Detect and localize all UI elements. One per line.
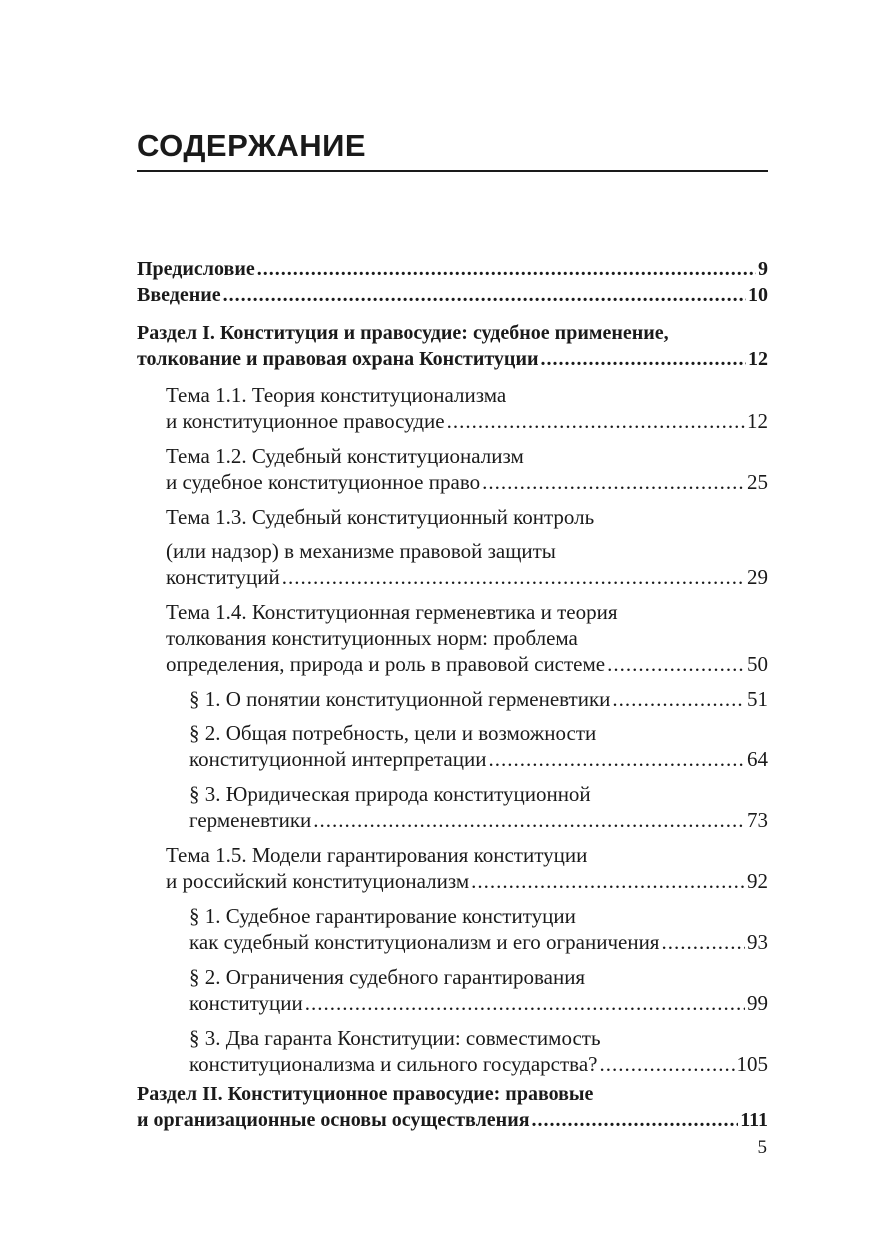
toc-page-number: 50 xyxy=(747,652,768,676)
toc-entry-title: Тема 1.1. Теория конституционализма xyxy=(166,383,507,407)
toc-entry-title: определения, природа и роль в правовой системе xyxy=(166,652,606,676)
toc-page-number: 92 xyxy=(747,869,768,893)
toc-entry-paragraph-1-4-3[interactable] xyxy=(137,781,768,842)
toc-entry-topic-1-2[interactable] xyxy=(137,443,768,504)
toc-entry-title: герменевтики xyxy=(189,808,312,832)
toc-entry-preface[interactable] xyxy=(137,256,768,282)
toc-page-number: 93 xyxy=(747,930,768,954)
leader-dots xyxy=(541,346,747,372)
toc-entry-title: § 3. Юридическая природа конституционной xyxy=(189,782,591,806)
toc-entry-title: Тема 1.5. Модели гарантирования конституции xyxy=(166,843,588,867)
toc-page-number: 105 xyxy=(736,1052,768,1076)
toc-entry-introduction[interactable] xyxy=(137,282,768,320)
page-title: СОДЕРЖАНИЕ xyxy=(137,128,367,163)
leader-dots xyxy=(471,868,745,894)
toc-entry-title: как судебный конституционализм и его ограничения xyxy=(189,930,660,954)
toc-entry-title: толкования конституционных норм: проблема xyxy=(166,626,578,650)
leader-dots xyxy=(607,651,745,677)
toc-page-number: 51 xyxy=(747,687,768,711)
toc-page-number: 12 xyxy=(748,348,768,370)
leader-dots xyxy=(305,990,745,1016)
toc-entry-topic-1-1[interactable] xyxy=(137,382,768,443)
toc-entry-section-1[interactable] xyxy=(137,320,768,382)
toc-entry-title: толкование и правовая охрана Конституции xyxy=(137,348,539,370)
toc-page-number: 29 xyxy=(747,565,768,589)
toc-entry-title: и российский конституционализм xyxy=(166,869,470,893)
toc-entry-title: § 2. Общая потребность, цели и возможности xyxy=(189,721,597,745)
toc-entry-paragraph-1-5-1[interactable] xyxy=(137,903,768,964)
toc-entry-title: Тема 1.3. Судебный конституционный контроль xyxy=(166,505,595,529)
toc-entry-title: Тема 1.4. Конституционная герменевтика и теория xyxy=(166,600,618,624)
leader-dots xyxy=(532,1107,739,1133)
page-number: 5 xyxy=(757,1137,767,1158)
toc-entry-section-2[interactable] xyxy=(137,1081,768,1137)
leader-dots xyxy=(282,564,745,590)
toc-entry-title: Раздел I. Конституция и правосудие: судебное применение, xyxy=(137,322,669,344)
toc-entry-title: и организационные основы осуществления xyxy=(137,1109,530,1131)
leader-dots xyxy=(482,469,745,495)
toc-entry-title: конституций xyxy=(166,565,280,589)
toc-entry-title: конституции xyxy=(189,991,303,1015)
leader-dots xyxy=(447,408,745,434)
toc-entry-title: конституционной интерпретации xyxy=(189,747,487,771)
toc-entry-title: Раздел II. Конституционное правосудие: правовые xyxy=(137,1083,594,1105)
toc-page-number: 9 xyxy=(758,258,768,280)
toc-page-number: 25 xyxy=(747,470,768,494)
toc-page-number: 12 xyxy=(747,409,768,433)
toc-entry-title: (или надзор) в механизме правовой защиты xyxy=(166,539,556,563)
toc-entry-title: конституционализма и сильного государства? xyxy=(189,1052,598,1076)
toc-page-number: 10 xyxy=(748,284,768,306)
table-of-contents xyxy=(137,256,768,1137)
toc-entry-title: § 3. Два гаранта Конституции: совместимость xyxy=(189,1026,601,1050)
toc-entry-topic-1-3[interactable] xyxy=(137,504,768,599)
toc-entry-title: Введение xyxy=(137,284,221,306)
toc-entry-paragraph-1-5-2[interactable] xyxy=(137,964,768,1025)
leader-dots xyxy=(223,282,746,308)
toc-entry-title: § 1. Судебное гарантирование конституции xyxy=(189,904,576,928)
leader-dots xyxy=(612,686,745,712)
toc-entry-title: Тема 1.2. Судебный конституционализм xyxy=(166,444,524,468)
title-underline xyxy=(137,170,768,172)
leader-dots xyxy=(599,1051,734,1077)
toc-entry-paragraph-1-4-1[interactable] xyxy=(137,686,768,720)
toc-entry-title: и конституционное правосудие xyxy=(166,409,445,433)
toc-entry-title: § 1. О понятии конституционной герменевтики xyxy=(189,687,611,711)
toc-page-number: 111 xyxy=(740,1109,768,1131)
toc-entry-paragraph-1-5-3[interactable] xyxy=(137,1025,768,1081)
toc-entry-topic-1-4[interactable] xyxy=(137,599,768,686)
toc-entry-paragraph-1-4-2[interactable] xyxy=(137,720,768,781)
toc-page-number: 64 xyxy=(747,747,768,771)
toc-entry-title: и судебное конституционное право xyxy=(166,470,481,494)
leader-dots xyxy=(488,746,745,772)
leader-dots xyxy=(661,929,745,955)
leader-dots xyxy=(257,256,756,282)
toc-entry-topic-1-5[interactable] xyxy=(137,842,768,903)
toc-page-number: 73 xyxy=(747,808,768,832)
leader-dots xyxy=(313,807,745,833)
toc-entry-title: § 2. Ограничения судебного гарантирования xyxy=(189,965,586,989)
toc-entry-title: Предисловие xyxy=(137,258,255,280)
toc-page-number: 99 xyxy=(747,991,768,1015)
